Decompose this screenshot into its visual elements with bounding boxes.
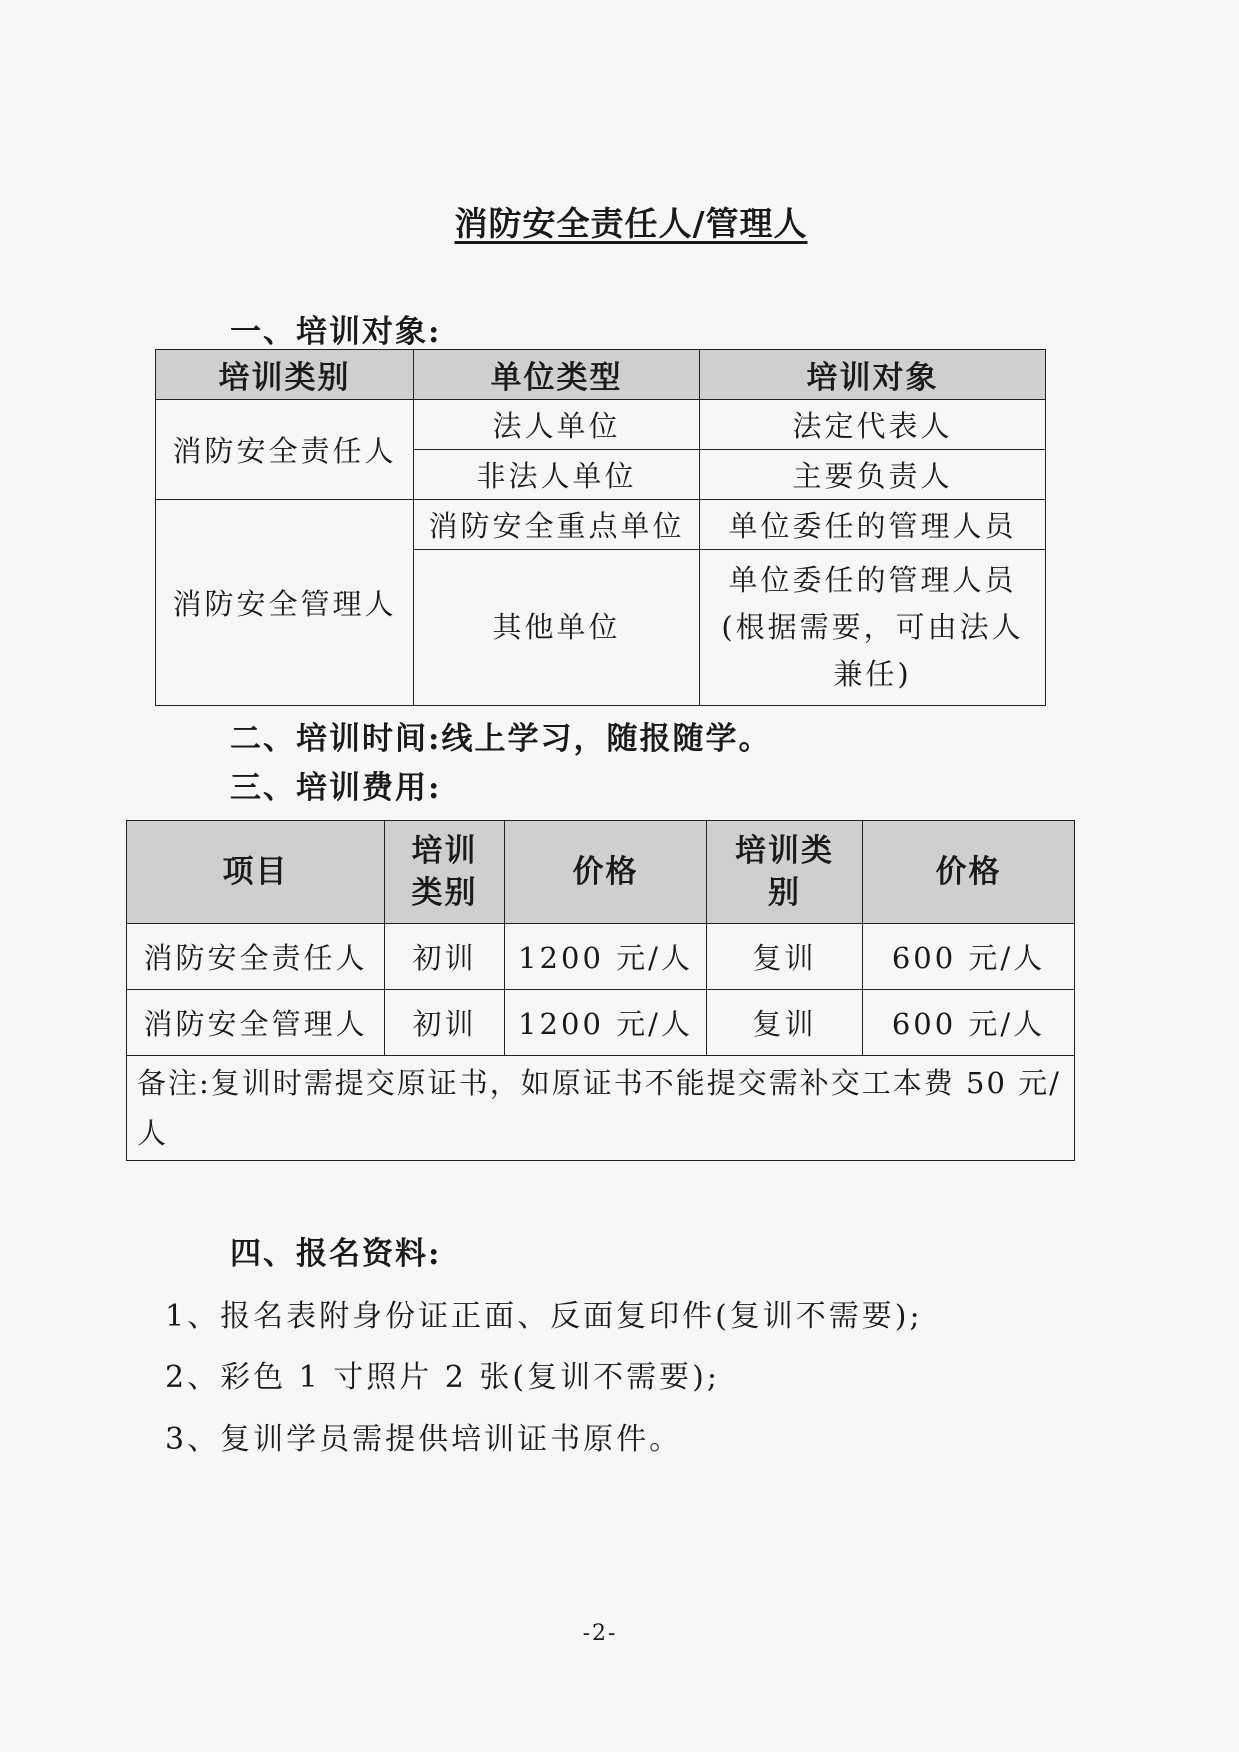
target-line: 单位委任的管理人员 <box>728 563 1017 597</box>
header-line: 培训类 <box>735 833 834 869</box>
target-cell: 法定代表人 <box>700 400 1046 450</box>
header-item: 项目 <box>127 821 385 924</box>
header-price1: 价格 <box>505 821 707 924</box>
table-row <box>156 500 1046 550</box>
item-cell: 消防安全责任人 <box>127 924 385 990</box>
price2-cell: 600 元/人 <box>863 990 1075 1056</box>
item-cell: 消防安全管理人 <box>127 990 385 1056</box>
note-line: 备注:复训时需提交原证书，如原证书不能提交需补交工本费 50 元/ <box>137 1066 1061 1100</box>
header-line: 培训 <box>411 833 478 869</box>
note-cell <box>127 1056 1075 1161</box>
page-title: 消防安全责任人/管理人 <box>454 204 808 243</box>
target-line: (根据需要，可由法人 <box>721 610 1024 644</box>
section4-heading: 四、报名资料: <box>230 1236 442 1272</box>
header-line: 类别 <box>411 875 478 911</box>
target-line: 兼任) <box>833 657 912 691</box>
table-row <box>127 924 1075 990</box>
header-target: 培训对象 <box>700 350 1046 400</box>
table-row <box>156 400 1046 450</box>
section2-heading: 二、培训时间:线上学习，随报随学。 <box>230 721 772 757</box>
category2-cell: 复训 <box>707 924 863 990</box>
list-item: 2、彩色 1 寸照片 2 张(复训不需要); <box>165 1360 720 1395</box>
header-category: 培训类别 <box>156 350 414 400</box>
note-row <box>127 1056 1075 1161</box>
list-item: 1、报名表附身份证正面、反面复印件(复训不需要); <box>165 1299 923 1334</box>
target-cell: 主要负责人 <box>700 450 1046 500</box>
section3-heading: 三、培训费用: <box>230 770 442 806</box>
category-cell: 消防安全责任人 <box>156 400 414 500</box>
category1-cell: 初训 <box>385 924 505 990</box>
category2-cell: 复训 <box>707 990 863 1056</box>
unit-type-cell: 其他单位 <box>414 550 700 706</box>
unit-type-cell: 消防安全重点单位 <box>414 500 700 550</box>
unit-type-cell: 非法人单位 <box>414 450 700 500</box>
header-price2: 价格 <box>863 821 1075 924</box>
header-unit-type: 单位类型 <box>414 350 700 400</box>
price2-cell: 600 元/人 <box>863 924 1075 990</box>
section1-heading: 一、培训对象: <box>230 314 442 350</box>
header-category2 <box>707 821 863 924</box>
category-cell: 消防安全管理人 <box>156 500 414 706</box>
price1-cell: 1200 元/人 <box>505 924 707 990</box>
training-target-table <box>155 349 1046 706</box>
table-row <box>127 990 1075 1056</box>
header-category1 <box>385 821 505 924</box>
category1-cell: 初训 <box>385 990 505 1056</box>
page-number: -2- <box>582 1621 618 1646</box>
target-cell-multiline <box>700 550 1046 706</box>
training-fee-table <box>126 820 1075 1161</box>
list-item: 3、复训学员需提供培训证书原件。 <box>165 1422 683 1457</box>
table-header-row <box>156 350 1046 400</box>
note-line: 人 <box>137 1116 169 1150</box>
unit-type-cell: 法人单位 <box>414 400 700 450</box>
header-line: 别 <box>768 875 801 911</box>
target-cell: 单位委任的管理人员 <box>700 500 1046 550</box>
price1-cell: 1200 元/人 <box>505 990 707 1056</box>
table-header-row <box>127 821 1075 924</box>
